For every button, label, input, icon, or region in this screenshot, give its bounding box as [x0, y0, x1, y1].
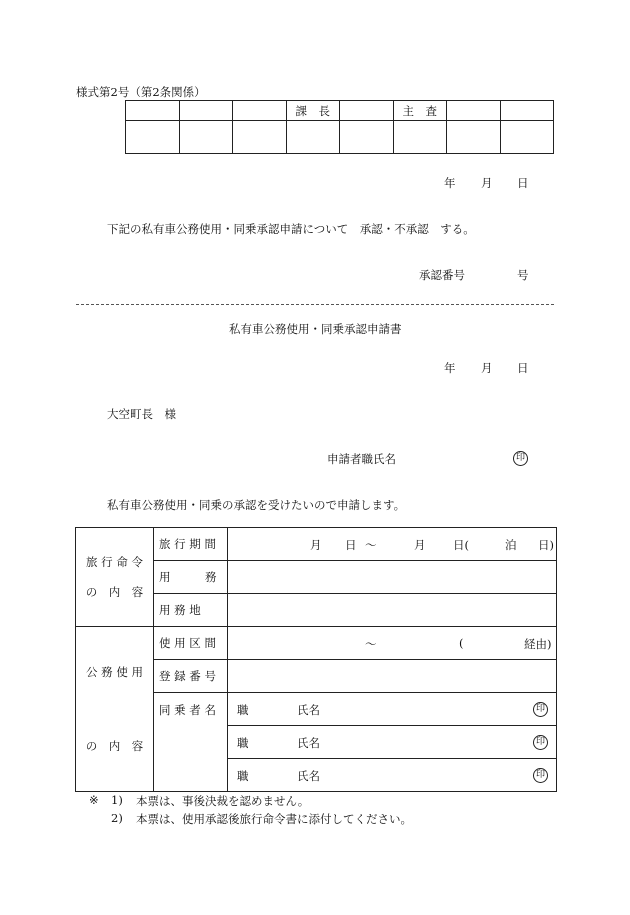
passenger-row-1[interactable]: [228, 693, 557, 726]
official-use-category-line2: の 内 容: [85, 739, 144, 753]
stamp-header-7: [447, 101, 501, 121]
business-field[interactable]: [228, 561, 557, 594]
travel-category-line1: 旅 行 命 令: [86, 555, 143, 569]
passenger-row-2[interactable]: [228, 726, 557, 759]
passengers-label-text: 同 乗 者 名: [159, 703, 216, 717]
application-table: [75, 527, 557, 792]
travel-category: [76, 528, 154, 627]
period-nights: 泊: [505, 538, 517, 552]
travel-category-line2: の 内 容: [85, 585, 144, 599]
passenger-name-label: 氏名: [297, 703, 320, 717]
application-title: 私有車公務使用・同乗承認申請書: [229, 322, 402, 336]
place-label: 用 務 地: [154, 594, 228, 627]
applicant-seal-icon[interactable]: 印: [513, 451, 528, 466]
period-day1: 日: [345, 538, 357, 552]
application-date-month: 月: [481, 361, 493, 375]
official-use-category-line1: 公 務 使 用: [86, 665, 143, 679]
stamp-box[interactable]: [393, 121, 447, 154]
approval-date-month: 月: [481, 176, 493, 190]
stamp-box[interactable]: [286, 121, 340, 154]
passenger-row-3[interactable]: [228, 759, 557, 792]
place-field[interactable]: [228, 594, 557, 627]
passenger-post-label: 職: [237, 703, 249, 717]
stamp-header-5: [340, 101, 394, 121]
approval-date-year: 年: [444, 176, 456, 190]
section-tilde: 〜: [365, 637, 377, 651]
section-label: 使 用 区 間: [154, 627, 228, 660]
period-month1: 月: [310, 538, 322, 552]
stamp-box[interactable]: [447, 121, 501, 154]
section-field[interactable]: [228, 627, 557, 660]
travel-period-label: 旅 行 期 間: [154, 528, 228, 561]
section-via: 経由): [524, 637, 552, 651]
stamp-box[interactable]: [233, 121, 287, 154]
passenger-post-label: 職: [237, 769, 249, 783]
stamp-box[interactable]: [179, 121, 233, 154]
section-paren-open: (: [459, 636, 464, 650]
applicant-label: 申請者職氏名: [327, 452, 396, 466]
passengers-label: [154, 693, 228, 792]
notes-mark: ※: [89, 793, 99, 807]
period-day2: 日(: [453, 538, 469, 552]
application-date-year: 年: [444, 361, 456, 375]
approval-number-label: 承認番号: [419, 268, 465, 282]
stamp-header-chief-inspector: 主 査: [393, 101, 447, 121]
registration-label: 登 録 番 号: [154, 660, 228, 693]
application-date-day: 日: [517, 361, 529, 375]
note-1-text: 本票は、事後決裁を認めません。: [136, 794, 310, 808]
stamp-box[interactable]: [126, 121, 180, 154]
business-label: 用 務: [154, 561, 228, 594]
approval-stamp-table: [125, 100, 554, 154]
request-statement: 私有車公務使用・同乗の承認を受けたいので申請します。: [107, 498, 406, 512]
passenger-post-label: 職: [237, 736, 249, 750]
passenger-name-label: 氏名: [297, 736, 320, 750]
approval-number-suffix: 号: [517, 268, 529, 282]
form-label: 様式第2号（第2条関係）: [76, 85, 206, 99]
passenger-name-label: 氏名: [297, 769, 320, 783]
cut-line: [76, 304, 554, 305]
official-use-category: [76, 627, 154, 792]
passenger-seal-icon[interactable]: 印: [533, 735, 548, 750]
approval-statement: 下記の私有車公務使用・同乗承認申請について 承認・不承認 する。: [107, 222, 475, 236]
note-2-number: 2): [111, 811, 123, 825]
note-1-number: 1): [111, 793, 123, 807]
stamp-header-2: [179, 101, 233, 121]
stamp-header-3: [233, 101, 287, 121]
note-2-text: 本票は、使用承認後旅行命令書に添付してください。: [136, 812, 412, 826]
stamp-box[interactable]: [340, 121, 394, 154]
stamp-header-1: [126, 101, 180, 121]
registration-field[interactable]: [228, 660, 557, 693]
passenger-seal-icon[interactable]: 印: [533, 768, 548, 783]
period-tilde: 〜: [365, 538, 377, 552]
stamp-box[interactable]: [500, 121, 554, 154]
period-days: 日): [538, 538, 554, 552]
stamp-header-8: [500, 101, 554, 121]
period-month2: 月: [414, 538, 426, 552]
travel-period-field[interactable]: [228, 528, 557, 561]
addressee: 大空町長 様: [107, 407, 176, 421]
passenger-seal-icon[interactable]: 印: [533, 702, 548, 717]
stamp-header-section-chief: 課 長: [286, 101, 340, 121]
approval-date-day: 日: [517, 176, 529, 190]
